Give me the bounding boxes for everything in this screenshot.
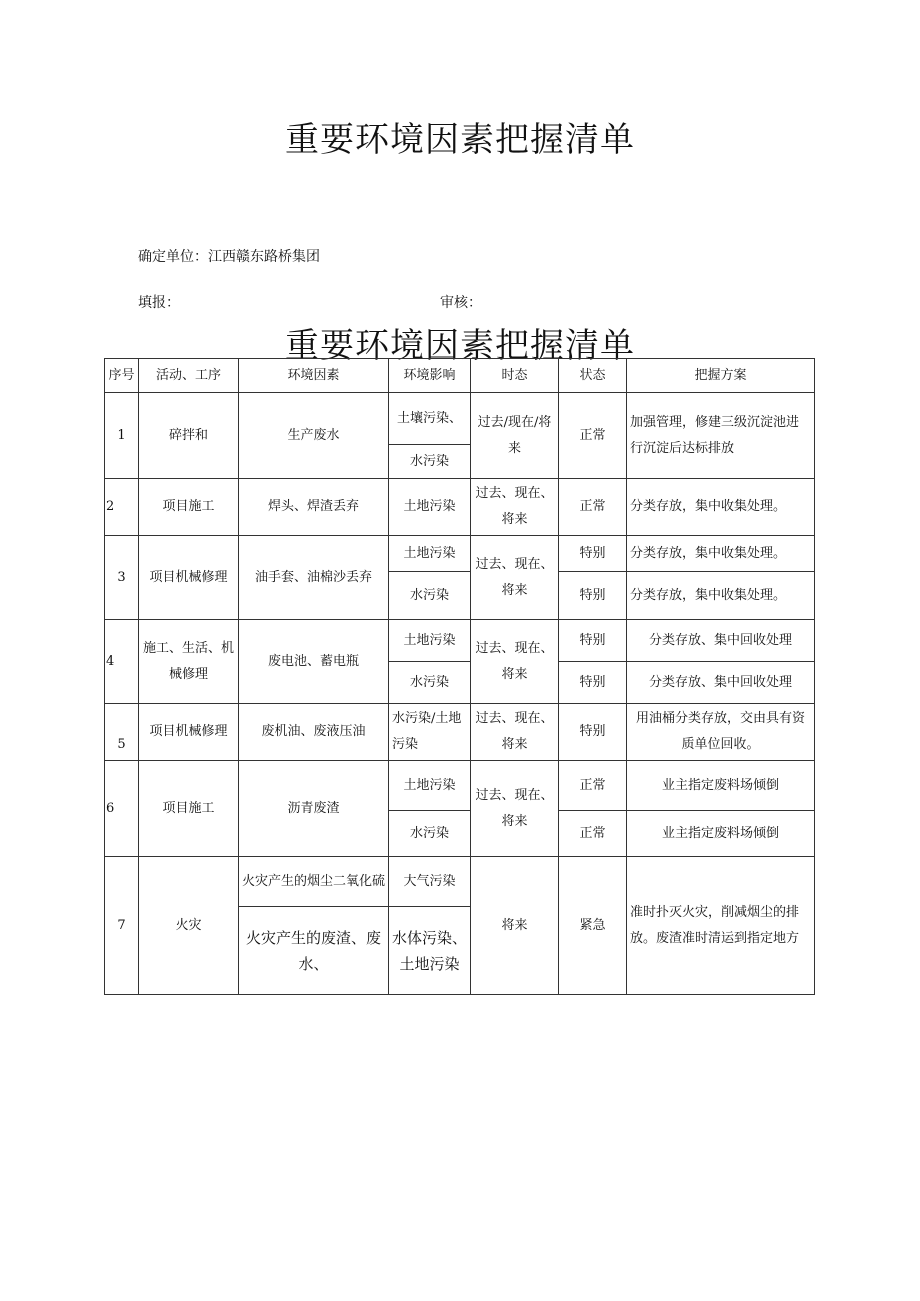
row-impact: 水体污染、土地污染 xyxy=(389,907,471,995)
header-plan: 把握方案 xyxy=(627,359,815,393)
row-plan: 用油桶分类存放，交由具有资质单位回收。 xyxy=(627,704,815,761)
row-plan: 准时扑灭火灾，削减烟尘的排放。废渣准时清运到指定地方 xyxy=(627,857,815,995)
row-state: 特别 xyxy=(559,662,627,704)
row-state: 正常 xyxy=(559,761,627,811)
row-impact: 土地污染 xyxy=(389,479,471,536)
review-label: 审核： xyxy=(440,295,482,311)
row-impact: 大气污染 xyxy=(389,857,471,907)
row-impact: 土壤污染、 xyxy=(389,393,471,445)
row-plan: 分类存放、集中回收处理 xyxy=(627,620,815,662)
row-state: 特别 xyxy=(559,620,627,662)
row-tense: 过去/现在/将来 xyxy=(471,393,559,479)
row-impact: 水污染 xyxy=(389,811,471,857)
row-tense: 过去、现在、将来 xyxy=(471,761,559,857)
row-tense: 过去、现在、将来 xyxy=(471,620,559,704)
row-activity: 项目机械修理 xyxy=(139,536,239,620)
row-seq: 1 xyxy=(105,393,139,479)
row-plan: 分类存放，集中收集处理。 xyxy=(627,536,815,572)
row-activity: 施工、生活、机械修理 xyxy=(139,620,239,704)
document-title: 重要环境因素把握清单 xyxy=(285,120,635,160)
row-seq: 3 xyxy=(105,536,139,620)
row-impact: 土地污染 xyxy=(389,761,471,811)
header-seq: 序号 xyxy=(105,359,139,393)
row-impact: 水污染 xyxy=(389,662,471,704)
row-activity: 项目施工 xyxy=(139,761,239,857)
unit-line: 确定单位：江西赣东路桥集团 xyxy=(138,249,320,265)
row-seq: 6 xyxy=(105,761,139,857)
row-seq: 7 xyxy=(105,857,139,995)
row-impact: 水污染/土地污染 xyxy=(389,704,471,761)
row-plan: 分类存放、集中回收处理 xyxy=(627,662,815,704)
table-title: 重要环境因素把握清单 xyxy=(285,326,635,366)
row-impact: 水污染 xyxy=(389,572,471,620)
row-state: 特别 xyxy=(559,572,627,620)
fill-label: 填报： xyxy=(138,295,180,311)
row-factor: 火灾产生的烟尘二氧化硫 xyxy=(239,857,389,907)
row-state: 正常 xyxy=(559,393,627,479)
row-tense: 过去、现在、将来 xyxy=(471,704,559,761)
row-seq: 4 xyxy=(105,620,139,704)
row-activity: 火灾 xyxy=(139,857,239,995)
row-plan: 分类存放，集中收集处理。 xyxy=(627,572,815,620)
row-activity: 项目施工 xyxy=(139,479,239,536)
row-factor: 油手套、油棉沙丢弃 xyxy=(239,536,389,620)
row-state: 紧急 xyxy=(559,857,627,995)
table-row xyxy=(105,620,815,662)
header-factor: 环境因素 xyxy=(239,359,389,393)
row-state: 正常 xyxy=(559,811,627,857)
row-factor: 火灾产生的废渣、废水、 xyxy=(239,907,389,995)
header-state: 状态 xyxy=(559,359,627,393)
row-state: 特别 xyxy=(559,704,627,761)
row-factor: 废机油、废液压油 xyxy=(239,704,389,761)
row-seq: 5 xyxy=(105,704,139,761)
row-factor: 废电池、蓄电瓶 xyxy=(239,620,389,704)
row-impact: 土地污染 xyxy=(389,620,471,662)
environment-factor-table xyxy=(104,358,815,995)
row-state: 正常 xyxy=(559,479,627,536)
table-row xyxy=(105,536,815,572)
table-row xyxy=(105,761,815,811)
row-factor: 生产废水 xyxy=(239,393,389,479)
row-factor: 沥青废渣 xyxy=(239,761,389,857)
header-tense: 时态 xyxy=(471,359,559,393)
row-activity: 项目机械修理 xyxy=(139,704,239,761)
table-row xyxy=(105,704,815,761)
row-plan: 分类存放，集中收集处理。 xyxy=(627,479,815,536)
row-tense: 过去、现在、将来 xyxy=(471,536,559,620)
row-tense: 将来 xyxy=(471,857,559,995)
row-factor: 焊头、焊渣丢弃 xyxy=(239,479,389,536)
table-header-row xyxy=(105,359,815,393)
header-impact: 环境影响 xyxy=(389,359,471,393)
header-activity: 活动、工序 xyxy=(139,359,239,393)
row-seq: 2 xyxy=(105,479,139,536)
row-impact: 水污染 xyxy=(389,445,471,479)
row-plan: 加强管理，修建三级沉淀池进行沉淀后达标排放 xyxy=(627,393,815,479)
row-tense: 过去、现在、将来 xyxy=(471,479,559,536)
row-plan: 业主指定废料场倾倒 xyxy=(627,761,815,811)
row-impact: 土地污染 xyxy=(389,536,471,572)
row-state: 特别 xyxy=(559,536,627,572)
table-row xyxy=(105,857,815,907)
row-plan: 业主指定废料场倾倒 xyxy=(627,811,815,857)
table-row xyxy=(105,479,815,536)
row-activity: 碎拌和 xyxy=(139,393,239,479)
table-row xyxy=(105,393,815,445)
